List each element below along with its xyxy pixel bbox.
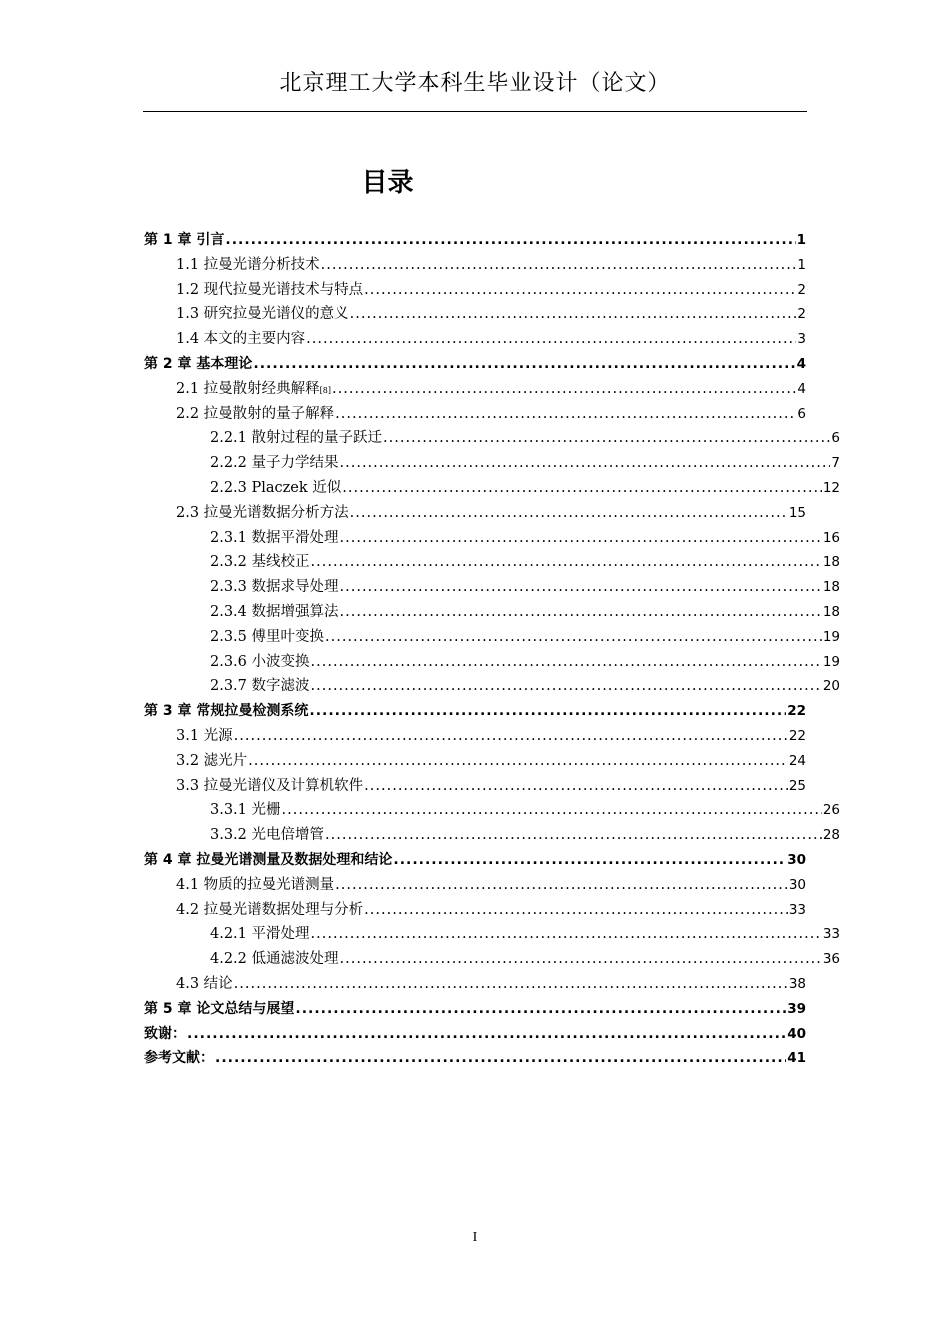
toc-dot-leader [340, 600, 822, 624]
toc-entry-label: 2.2.2 量子力学结果 [210, 455, 339, 472]
toc-entry-page: 4 [796, 356, 806, 372]
toc-entry-page: 6 [831, 430, 840, 447]
toc-dot-leader [332, 377, 796, 401]
toc-entry-label: 2.3.3 数据求导处理 [210, 579, 339, 596]
toc-entry-page: 22 [787, 703, 806, 720]
toc-entry-label: 第 2 章 基本理论 [144, 356, 253, 372]
toc-entry-page: 1 [797, 256, 806, 273]
toc-entry-label: 4.1 物质的拉曼光谱测量 [176, 876, 335, 893]
toc-dot-leader [350, 501, 788, 525]
toc-dot-leader [364, 898, 788, 922]
toc-section-entry[interactable] [210, 575, 840, 599]
toc-entry-label: 2.2.1 散射过程的量子跃迁 [210, 430, 383, 447]
toc-section-entry[interactable] [210, 426, 840, 450]
toc-dot-leader [340, 526, 822, 550]
toc-section-entry[interactable] [210, 798, 840, 822]
toc-chapter-entry[interactable] [144, 1046, 806, 1070]
toc-entry-label: 3.3.2 光电倍增管 [210, 827, 325, 844]
toc-section-entry[interactable] [176, 402, 806, 426]
toc-entry-label: 致谢： [144, 1025, 186, 1042]
toc-dot-leader [187, 1022, 786, 1046]
toc-dot-leader [340, 947, 822, 971]
toc-dot-leader [234, 724, 788, 748]
toc-entry-page: 36 [822, 951, 840, 968]
toc-entry-page: 1 [796, 232, 806, 248]
toc-dot-leader [335, 402, 796, 426]
toc-entry-label: 2.3.7 数字滤波 [210, 678, 310, 695]
toc-chapter-entry[interactable] [144, 352, 806, 376]
toc-entry-label: 4.2.2 低通滤波处理 [210, 951, 339, 968]
toc-entry-label: 1.4 本文的主要内容 [176, 331, 306, 348]
toc-section-entry[interactable] [210, 922, 840, 946]
toc-entry-label: 3.1 光源 [176, 728, 233, 744]
toc-dot-leader [311, 674, 822, 698]
toc-entry-page: 41 [787, 1050, 806, 1067]
toc-dot-leader [393, 848, 786, 872]
toc-dot-leader [350, 302, 797, 326]
toc-chapter-entry[interactable] [144, 699, 806, 723]
toc-chapter-entry[interactable] [144, 997, 806, 1021]
toc-dot-leader [364, 278, 796, 302]
header-divider [143, 111, 807, 112]
toc-section-entry[interactable]: 2.1 拉曼散射经典解释 [8] ..... 4 [176, 377, 806, 401]
toc-dot-leader [306, 327, 796, 351]
toc-dot-leader [282, 798, 822, 822]
toc-section-entry[interactable] [210, 526, 840, 550]
toc-entry-page: 22 [788, 728, 806, 744]
toc-dot-leader [325, 625, 822, 649]
toc-entry-label: 2.3.5 傅里叶变换 [210, 628, 325, 645]
toc-entry-page: 16 [822, 529, 840, 546]
toc-entry-label: 第 4 章 拉曼光谱测量及数据处理和结论 [144, 852, 393, 868]
toc-entry-page: 18 [822, 604, 840, 620]
toc-entry-label: 2.3 拉曼光谱数据分析方法 [176, 504, 349, 521]
toc-dot-leader [225, 228, 795, 252]
toc-entry-page: 38 [788, 976, 806, 992]
toc-entry-label: 第 5 章 论文总结与展望 [144, 1000, 295, 1017]
toc-dot-leader [325, 823, 822, 847]
toc-entry-page: 7 [831, 455, 840, 472]
toc-entry-page: 40 [787, 1025, 806, 1042]
toc-section-entry[interactable] [176, 327, 806, 351]
toc-section-entry[interactable] [176, 253, 806, 277]
running-header-title: 北京理工大学本科生毕业设计（论文） [279, 71, 671, 96]
toc-section-entry[interactable] [176, 749, 806, 773]
toc-entry-page: 24 [788, 752, 806, 769]
toc-dot-leader [383, 426, 830, 450]
toc-dot-leader [295, 997, 786, 1021]
toc-section-entry[interactable] [176, 724, 806, 748]
toc-entry-label: 3.3.1 光栅 [210, 802, 281, 819]
toc-entry-page: 33 [822, 926, 840, 943]
page-number: I [472, 1230, 478, 1245]
toc-section-entry[interactable] [210, 823, 840, 847]
toc-entry-page: 19 [822, 628, 840, 645]
toc-entry-label: 参考文献： [144, 1050, 214, 1067]
toc-section-entry[interactable] [210, 650, 840, 674]
toc-entry-page: 15 [788, 504, 806, 521]
toc-entry-label: 2.2 拉曼散射的量子解释 [176, 405, 335, 422]
toc-entry-label: 2.3.2 基线校正 [210, 554, 310, 571]
toc-section-entry[interactable] [210, 451, 840, 475]
toc-entry-page: 30 [788, 876, 806, 893]
toc-dot-leader [311, 922, 822, 946]
toc-section-entry[interactable] [210, 550, 840, 574]
toc-section-entry[interactable] [210, 674, 840, 698]
toc-section-entry[interactable] [176, 302, 806, 326]
toc-entry-page: 18 [822, 579, 840, 596]
toc-entry-page: 20 [822, 678, 840, 695]
toc-entry-page: 12 [822, 480, 840, 496]
toc-section-entry[interactable] [176, 873, 806, 897]
toc-chapter-entry[interactable] [144, 848, 806, 872]
toc-dot-leader [311, 650, 822, 674]
toc-heading: 目录 [361, 168, 414, 198]
toc-entry-label: 2.3.4 数据增强算法 [210, 604, 339, 620]
toc-dot-leader [234, 972, 788, 996]
toc-entry-page: 28 [822, 827, 840, 844]
toc-dot-leader [309, 699, 786, 723]
toc-section-entry[interactable] [210, 476, 840, 500]
toc-entry-label: 1.2 现代拉曼光谱技术与特点 [176, 281, 364, 298]
toc-section-entry[interactable] [176, 898, 806, 922]
toc-entry-page: 33 [788, 901, 806, 918]
toc-entry-label: 3.3 拉曼光谱仪及计算机软件 [176, 777, 364, 794]
toc-entry-page: 39 [787, 1000, 806, 1017]
toc-dot-leader [311, 550, 822, 574]
toc-entry-page: 6 [797, 405, 806, 422]
toc-entry-label: 4.3 结论 [176, 976, 233, 992]
toc-section-entry[interactable] [210, 625, 840, 649]
toc-entry-page: 4 [797, 380, 806, 397]
toc-section-entry[interactable] [210, 600, 840, 624]
toc-entry-label: 4.2.1 平滑处理 [210, 926, 310, 943]
toc-dot-leader [248, 749, 788, 773]
toc-section-entry[interactable] [176, 501, 806, 525]
toc-entry-label: 第 3 章 常规拉曼检测系统 [144, 703, 309, 720]
toc-entry-page: 25 [788, 777, 806, 794]
toc-dot-leader [342, 476, 822, 500]
toc-dot-leader [321, 253, 797, 277]
toc-section-entry[interactable] [176, 774, 806, 798]
toc-chapter-entry[interactable] [144, 1022, 806, 1046]
toc-entry-label: 4.2 拉曼光谱数据处理与分析 [176, 901, 364, 918]
toc-entry-label: 2.3.6 小波变换 [210, 653, 310, 670]
toc-chapter-entry[interactable] [144, 228, 806, 252]
toc-entry-label: 第 1 章 引言 [144, 232, 225, 248]
toc-entry-page: 2 [797, 306, 806, 323]
toc-entry-label: 1.3 研究拉曼光谱仪的意义 [176, 306, 349, 323]
toc-dot-leader [215, 1046, 786, 1070]
toc-dot-leader [364, 774, 788, 798]
toc-section-entry[interactable] [176, 972, 806, 996]
toc-entry-page: 3 [797, 331, 806, 348]
toc-entry-label: 2.3.1 数据平滑处理 [210, 529, 339, 546]
toc-dot-leader [335, 873, 788, 897]
toc-entry-page: 30 [787, 852, 806, 868]
toc-dot-leader [340, 575, 822, 599]
toc-entry-page: 26 [822, 802, 840, 819]
toc-entry-label: 2.1 拉曼散射经典解释 [176, 380, 320, 397]
toc-dot-leader [340, 451, 831, 475]
toc-entry-label: 1.1 拉曼光谱分析技术 [176, 256, 320, 273]
toc-entry-page: 2 [797, 281, 806, 298]
toc-entry-page: 19 [822, 653, 840, 670]
toc-entry-page: 18 [822, 554, 840, 571]
toc-entry-label: 2.2.3 Placzek 近似 [210, 480, 342, 496]
toc-entry-label: 3.2 滤光片 [176, 752, 248, 769]
toc-section-entry[interactable] [176, 278, 806, 302]
toc-dot-leader [253, 352, 795, 376]
toc-section-entry[interactable] [210, 947, 840, 971]
